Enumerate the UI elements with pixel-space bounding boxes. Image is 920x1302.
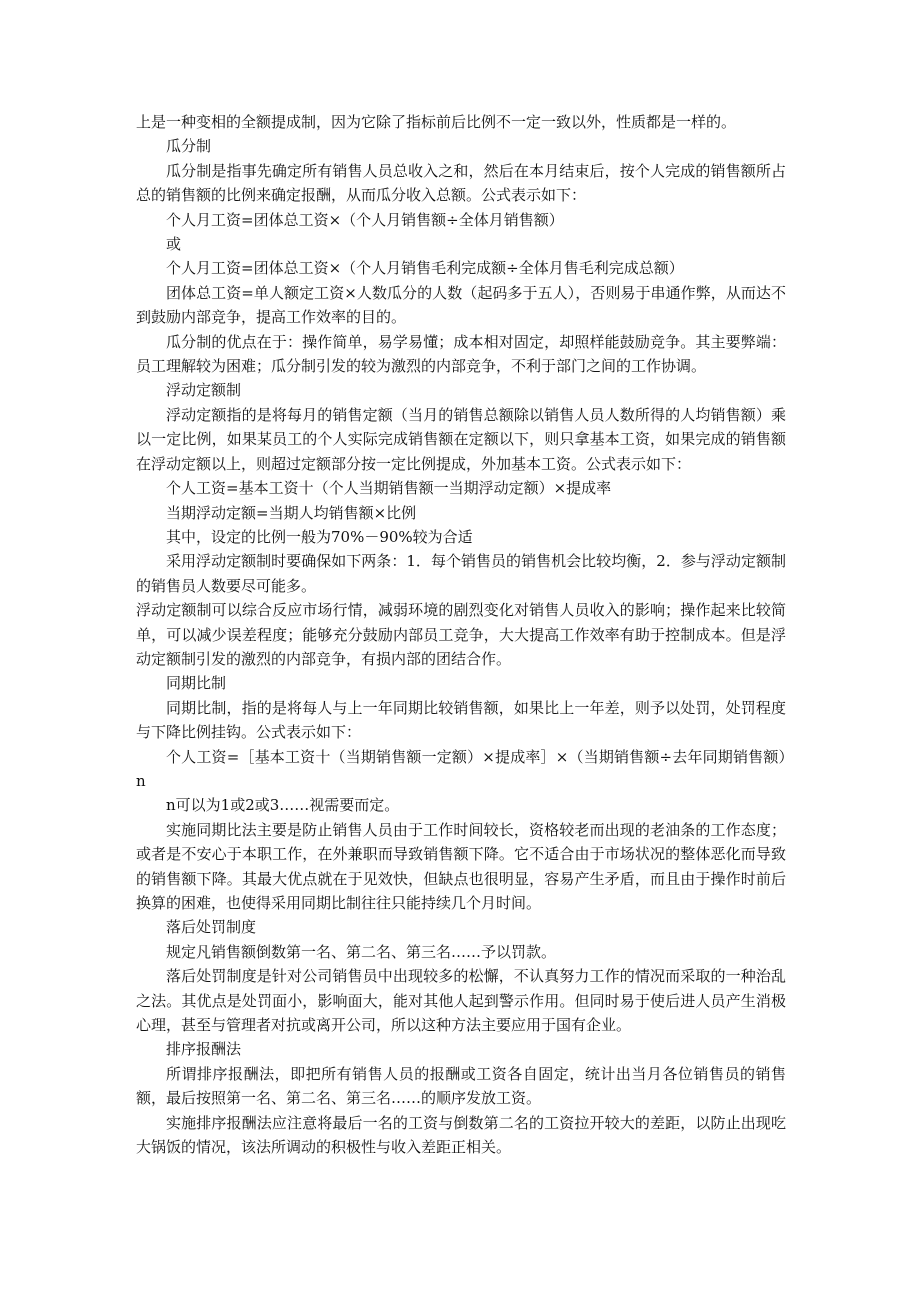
paragraph: 其中，设定的比例一般为70%－90%较为合适: [166, 527, 473, 546]
document-body: [136, 110, 786, 1159]
paragraph: n可以为1或2或3……视需要而定。: [166, 796, 400, 815]
formula: 当期浮动定额=当期人均销售额×比例: [166, 503, 417, 522]
paragraph: 实施排序报酬法应注意将最后一名的工资与倒数第二名的工资拉开较大的差距，以防止出现吃大锅饭的情况，该法所调动的积极性与收入差距正相关。: [136, 1113, 786, 1157]
paragraph: 采用浮动定额制时要确保如下两条：1．每个销售员的销售机会比较均衡，2．参与浮动定额制的销售员人数要尽可能多。: [136, 552, 786, 595]
formula: 个人工资=基本工资十（个人当期销售额一当期浮动定额）×提成率: [166, 479, 612, 498]
paragraph: 落后处罚制度是针对公司销售员中出现较多的松懈，不认真努力工作的情况而采取的一种治乱之法。其优点是处罚面小，影响面大，能对其他人起到警示作用。但同时易于使后进人员产生消极心理，甚至与管理者对抗或离开公司，所以这种方法主要应用于国有企业。: [136, 967, 786, 1035]
heading-guafenzhi: 瓜分制: [166, 137, 212, 156]
paragraph: 瓜分制的优点在于：操作简单，易学易懂；成本相对固定，却照样能鼓励竞争。其主要弊端：员工理解较为困难；瓜分制引发的较为激烈的内部竞争，不利于部门之间的工作协调。: [136, 332, 786, 376]
paragraph: 浮动定额制可以综合反应市场行情，减弱环境的剧烈变化对销售人员收入的影响；操作起来比较简单，可以减少误差程度；能够充分鼓励内部员工竞争，大大提高工作效率有助于控制成本。但是浮动定额制引发的激烈的内部竞争，有损内部的团结合作。: [136, 601, 786, 668]
paragraph: 规定凡销售额倒数第一名、第二名、第三名……予以罚款。: [166, 942, 557, 961]
paragraph: 同期比制，指的是将每人与上一年同期比较销售额，如果比上一年差，则予以处罚，处罚程度与下降比例挂钩。公式表示如下：: [136, 698, 786, 742]
heading-paixubaochou: 排序报酬法: [166, 1040, 242, 1059]
heading-tongqibi: 同期比制: [166, 674, 227, 693]
paragraph: 浮动定额指的是将每月的销售定额（当月的销售总额除以销售人员人数所得的人均销售额）乘以一定比例，如果某员工的个人实际完成销售额在定额以下，则只拿基本工资，如果完成的销售额在浮动定额以上，则超过定额部分按一定比例提成，外加基本工资。公式表示如下：: [136, 405, 786, 473]
paragraph-or: 或: [166, 235, 182, 254]
heading-luohouchufa: 落后处罚制度: [166, 918, 257, 937]
paragraph: 实施同期比法主要是防止销售人员由于工作时间较长，资格较老而出现的老油条的工作态度；或者是不安心于本职工作，在外兼职而导致销售额下降。它不适合由于市场状况的整体恶化而导致的销售额下降。其最大优点就在于见效快，但缺点也很明显，容易产生矛盾，而且由于操作时前后换算的困难，也使得采用同期比制往往只能持续几个月时间。: [136, 820, 786, 912]
heading-fudongdinge: 浮动定额制: [166, 381, 242, 400]
paragraph: 所谓排序报酬法，即把所有销售人员的报酬或工资各自固定，统计出当月各位销售员的销售额，最后按照第一名、第二名、第三名……的顺序发放工资。: [136, 1064, 786, 1108]
paragraph: 瓜分制是指事先确定所有销售人员总收入之和，然后在本月结束后，按个人完成的销售额所占总的销售额的比例来确定报酬，从而瓜分收入总额。公式表示如下：: [136, 161, 786, 205]
paragraph-continuation: 上是一种变相的全额提成制，因为它除了指标前后比例不一定一致以外，性质都是一样的。: [136, 113, 737, 131]
paragraph: 团体总工资=单人额定工资×人数瓜分的人数（起码多于五人），否则易于串通作弊，从而达不到鼓励内部竞争，提高工作效率的目的。: [136, 283, 786, 327]
formula: 个人月工资=团体总工资×（个人月销售额÷全体月销售额）: [166, 210, 564, 229]
formula: 个人月工资=团体总工资×（个人月销售毛利完成额÷全体月售毛利完成总额）: [166, 259, 684, 278]
formula: 个人工资=［基本工资十（当期销售额一定额）×提成率］×（当期销售额÷去年同期销售额）n: [136, 747, 786, 790]
